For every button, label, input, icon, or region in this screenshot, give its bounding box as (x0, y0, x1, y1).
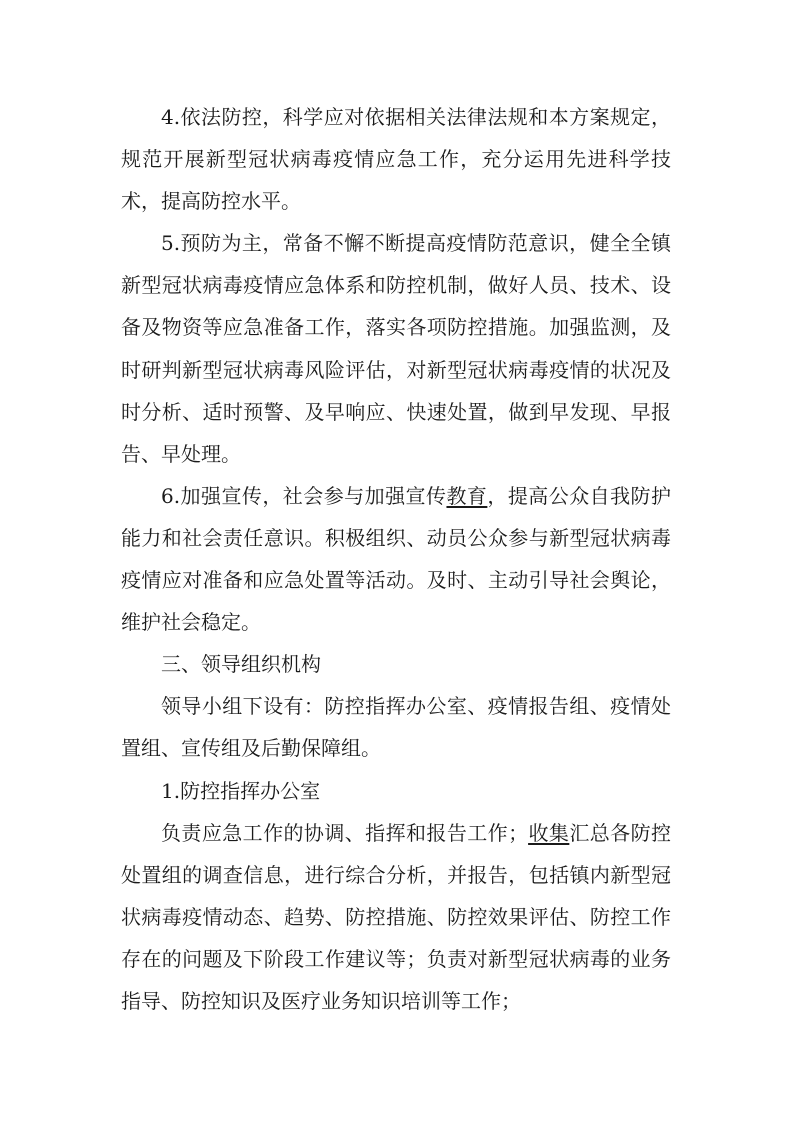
subheading-command-office: 1.防控指挥办公室 (161, 778, 321, 803)
section-heading-leadership: 三、领导组织机构 (161, 652, 321, 677)
underlined-link-education[interactable]: 教育 (446, 483, 488, 508)
paragraph-text: ，提高公众自我防护能力和社会责任意识。积极组织、动员公众参与新型冠状病毒疫情应对准备和应急处置等活动。及时、主动引导社会舆论，维护社会稳定。 (121, 483, 672, 635)
paragraph-text: 汇总各防控处置组的调查信息，进行综合分析，并报告，包括镇内新型冠状病毒疫情动态、趋势、防控措施、防控效果评估、防控工作存在的问题及下阶段工作建议等；负责对新型冠状病毒的业务指导、防控知识及医疗业务知识培训等工作； (121, 820, 672, 1013)
underlined-link-collect[interactable]: 收集 (528, 820, 570, 845)
paragraph-text: 6.加强宣传，社会参与加强宣传 (161, 483, 447, 508)
paragraph-command-office-duties (121, 812, 671, 1022)
paragraph-text: 负责应急工作的协调、指挥和报告工作； (161, 820, 529, 845)
paragraph-principle-5: 5.预防为主，常备不懈不断提高疫情防范意识，健全全镇新型冠状病毒疫情应急体系和防控机制，做好人员、技术、设备及物资等应急准备工作，落实各项防控措施。加强监测，及时研判新型冠状病毒风险评估，对新型冠状病毒疫情的状况及时分析、适时预警、及早响应、快速处置，做到早发现、早报告、早处理。 (121, 231, 671, 466)
paragraph-leadership-groups: 领导小组下设有：防控指挥办公室、疫情报告组、疫情处置组、宣传组及后勤保障组。 (121, 694, 671, 761)
document-body (121, 96, 671, 1022)
paragraph-principle-4: 4.依法防控，科学应对依据相关法律法规和本方案规定，规范开展新型冠状病毒疫情应急工作，充分运用先进科学技术，提高防控水平。 (121, 105, 671, 214)
paragraph-principle-6 (121, 475, 671, 643)
